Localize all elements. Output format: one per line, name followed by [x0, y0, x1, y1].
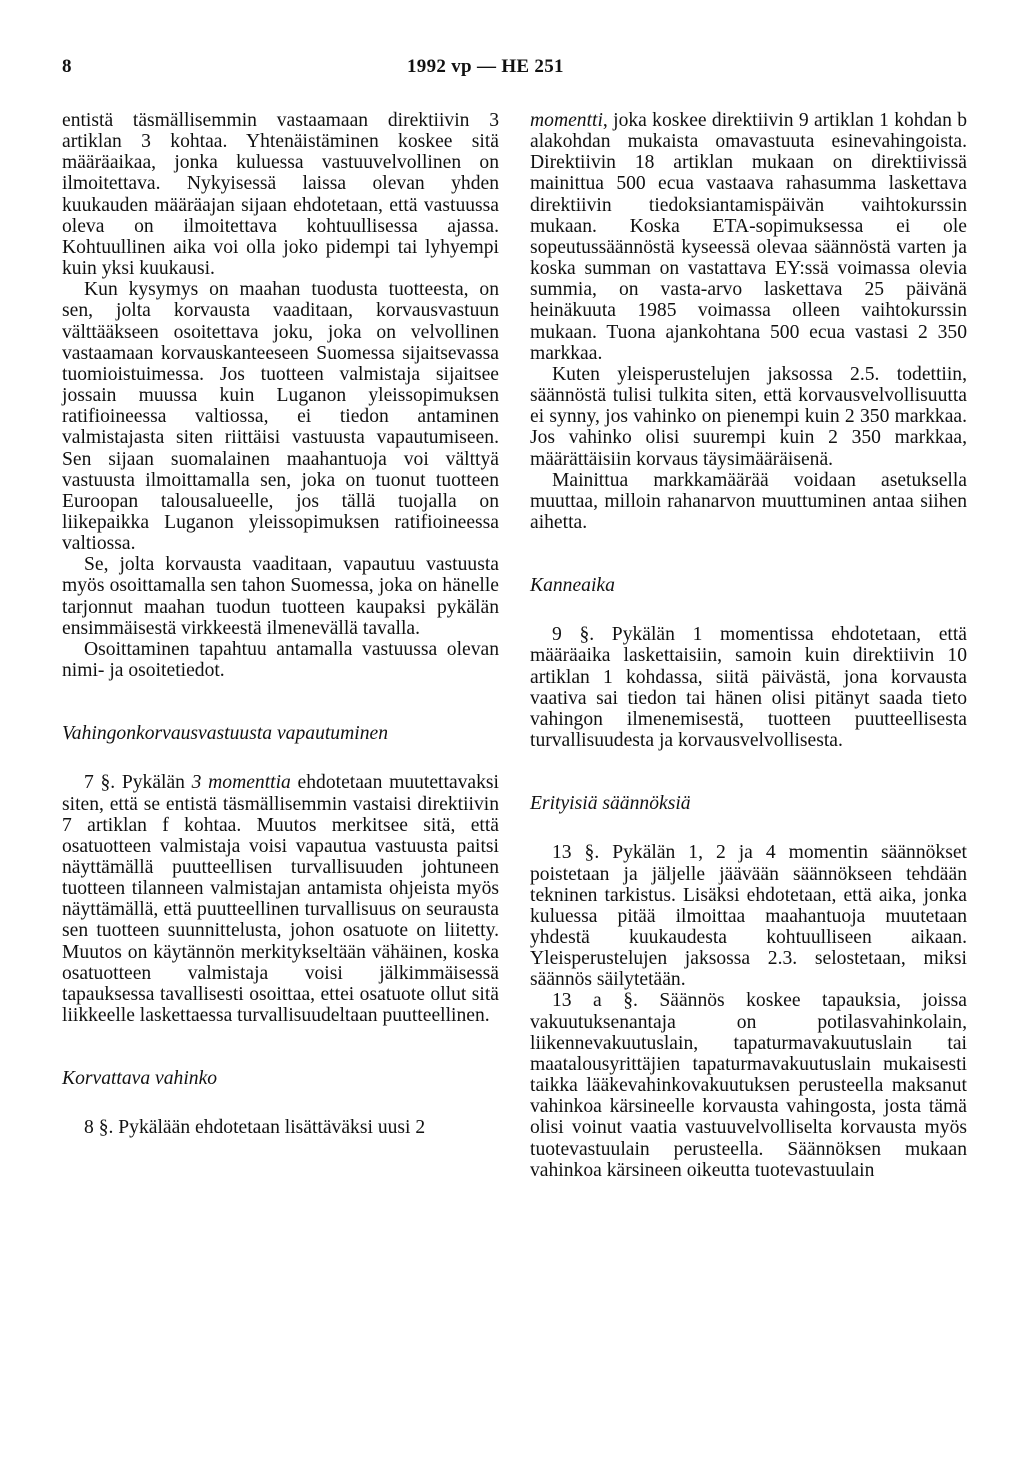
- paragraph: Mainittua markkamäärää voidaan asetuksella muuttaa, milloin rahanarvon muuttuminen antaa siihen aihetta.: [530, 469, 967, 533]
- section-heading: Korvattava vahinko: [62, 1068, 218, 1090]
- paragraph: Se, jolta korvausta vaaditaan, vapautuu vastuusta myös osoittamalla sen tahon Suomessa, joka on hänelle tarjonnut maahan tuodun tuotteen kaupaksi pykälän ensimmäisestä virkkeestä ilmenevällä tavalla.: [62, 554, 499, 639]
- page-number: 8: [62, 56, 72, 77]
- paragraph: entistä täsmällisemmin vastaamaan direktiivin 3 artiklan 3 kohtaa. Yhtenäistäminen koskee sitä määräaikaa, jonka kuluessa vastuuvelvollinen on ilmoitettava. Nykyisessä laissa olevan yhden kuukauden määräajan sijaan ehdotetaan, että vastuussa oleva on ilmoitettava kohtuullisessa ajassa. Kohtuullinen aika voi olla joko pidempi tai lyhyempi kuin yksi kuukausi.: [62, 110, 499, 280]
- paragraph-text: ehdotetaan muutettavaksi siten, että se entistä täsmällisemmin vastaisi direktiivin 7 artiklan f kohtaa. Muutos merkitsee sitä, että osatuotteen valmistaja voisi vapautua vastuusta paitsi näyttämällä puutteellisen turvallisuuden johtuneen tuotteen tilanneen valmistajan antamista ohjeista myös näyttämällä, että puutteellinen turvallisuus on seurausta sen tuotteen suunnittelusta, johon osatuote on liitetty. Muutos on käytännön merkitykseltään vähäinen, koska osatuotteen valmistaja voisi jälkimmäisessä tapauksessa tavallisesti osoittaa, ettei osatuote ollut sitä liikkeelle laskettaessa turvallisuudeltaan puutteellinen.: [62, 772, 499, 1027]
- paragraph: Kun kysymys on maahan tuodusta tuotteesta, on sen, jolta korvausta vaaditaan, korvausvastuun välttääkseen osoitettava joku, joka on velvollinen vastaamaan korvauskanteeseen Suomessa sijaitsevassa tuomioistuimessa. Jos tuotteen valmistaja sijaitsee jossain muussa kuin Luganon yleissopimuksen ratifioineessa valtiossa, ei tiedon antaminen valmistajasta siten riittäisi vastuusta vapautumiseen. Sen sijaan suomalainen maahantuoja voi välttyä vastuusta ilmoittamalla sen, joka on tuonut tuotteen Euroopan talousalueelle, jos tällä tuojalla on liikepaikka Luganon yleissopimuksen ratifioineessa valtiossa.: [62, 279, 499, 555]
- paragraph-text: 7 §. Pykälän: [84, 772, 192, 794]
- paragraph: 13 §. Pykälän 1, 2 ja 4 momentin säännökset poistetaan ja jäljelle jäävään säännökseen tehdään tekninen tarkistus. Lisäksi ehdotetaan, että aika, jonka kuluessa pitää ilmoittaa maahantuoja muutetaan yhdestä kuukaudesta kohtuulliseen aikaan. Yleisperustelujen jaksossa 2.3. selostetaan, miksi säännös säilytetään.: [530, 842, 967, 991]
- paragraph: 13 a §. Säännös koskee tapauksia, joissa vakuutuksenantaja on potilasvahinkolain, liikennevakuutuslain, tapaturmavakuutuslain tai maatalousyrittäjien tapaturmavakuutuslain mukaisesti taikka lääkevahinkovakuutuksen perusteella maksanut vahinkoa kärsineelle korvausta vahingosta, josta tämä olisi voinut vaatia vastuuvelvolliselta korvausta myös tuotevastuulain perusteella. Säännöksen mukaan vahinkoa kärsineen oikeutta tuotevastuulain: [530, 990, 967, 1181]
- paragraph: Osoittaminen tapahtuu antamalla vastuussa olevan nimi- ja osoitetiedot.: [62, 638, 499, 682]
- section-heading: Kanneaika: [530, 575, 615, 597]
- page-header: [62, 56, 962, 86]
- paragraph-emphasis: momentti: [530, 110, 603, 131]
- paragraph: [62, 772, 499, 1026]
- paragraph: 8 §. Pykälään ehdotetaan lisättäväksi uusi 2: [84, 1117, 426, 1139]
- paragraph: [530, 110, 967, 364]
- paragraph: 9 §. Pykälän 1 momentissa ehdotetaan, että määräaika laskettaisiin, samoin kuin direktiivin 10 artiklan 1 kohdassa, siitä päivästä, jona korvausta vaativa sai tiedon tai hänen olisi pitänyt saada tieto vahingon ilmenemisestä, tuotteen puutteellisesta turvallisuudesta ja korvausvelvollisesta.: [530, 624, 967, 752]
- running-head: 1992 vp — HE 251: [407, 56, 564, 77]
- paragraph-emphasis: 3 momenttia: [191, 772, 291, 794]
- paragraph-text: , joka koskee direktiivin 9 artiklan 1 kohdan b alakohdan mukaista omavastuuta esinevahingoista. Direktiivin 18 artiklan mukaan on direktiivissä mainittua 500 ecua vastaava rahasumma laskettava direktiivin tiedoksiantamispäivän vaihtokurssin mukaan. Koska ETA-sopimuksessa ei ole sopeutussäännöstä kyseessä olevaa säännöstä varten ja koska summan on vastattava EY:ssä voimassa olevia summia, on vasta-arvo laskettava 25 päivänä heinäkuuta 1985 voimassa olleen vaihtokurssin mukaan. Tuona ajankohtana 500 ecua vastasi 2 350 markkaa.: [530, 110, 967, 364]
- paragraph: Kuten yleisperustelujen jaksossa 2.5. todettiin, säännöstä tulisi tulkita siten, että korvausvelvollisuutta ei synny, jos vahinko on pienempi kuin 2 350 markkaa. Jos vahinko olisi suurempi kuin 2 350 markkaa, määrättäisiin korvaus täysimääräisenä.: [530, 363, 967, 470]
- section-heading: Erityisiä säännöksiä: [530, 793, 691, 815]
- right-column: [530, 110, 967, 1181]
- section-heading: Vahingonkorvausvastuusta vapautuminen: [62, 723, 388, 745]
- left-column: [62, 110, 499, 1139]
